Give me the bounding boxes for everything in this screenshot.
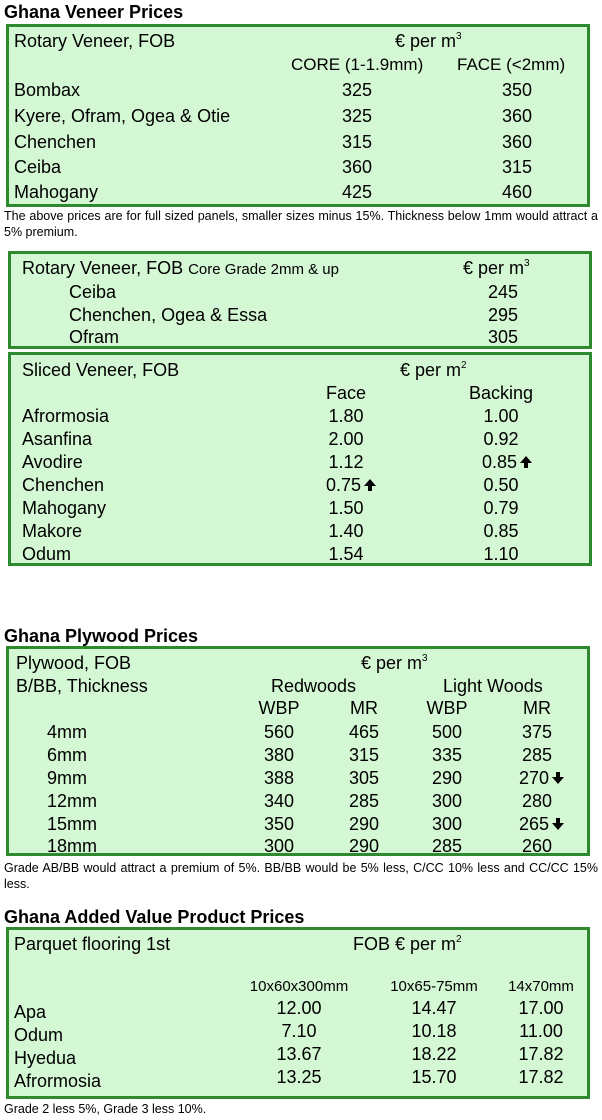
light-mr-value: 260: [521, 836, 553, 856]
face-value: 1.40: [328, 521, 364, 541]
row-name: Ofram: [69, 327, 120, 347]
row-name: Asanfina: [22, 429, 93, 449]
col3-header: 14x70mm: [508, 978, 574, 995]
face-value-cell: [326, 474, 377, 496]
row-name: 18mm: [47, 836, 98, 856]
up-arrow-icon: [363, 478, 377, 492]
core-value: 325: [341, 106, 373, 126]
price-value: 295: [487, 305, 519, 325]
plywood-section-title: Ghana Plywood Prices: [4, 626, 199, 646]
price-value: 305: [487, 327, 519, 347]
row-name: 15mm: [47, 814, 98, 834]
light-wbp-value: 290: [431, 768, 463, 788]
col2-value: 10.18: [411, 1021, 457, 1041]
col1-value: 12.00: [276, 998, 322, 1018]
row-name: Bombax: [14, 80, 81, 100]
row-name: Chenchen: [22, 475, 105, 495]
face-value: 315: [501, 157, 533, 177]
plywood-thickness-label: B/BB, Thickness: [16, 676, 148, 696]
backing-value: 1.10: [483, 544, 519, 564]
row-name: Mahogany: [14, 182, 99, 202]
row-name: Avodire: [22, 452, 83, 472]
light-mr-value: 265: [519, 814, 550, 834]
core-value: 425: [341, 182, 373, 202]
red-mr-value: 315: [348, 745, 380, 765]
row-name: Ceiba: [69, 282, 117, 302]
red-wbp-value: 300: [263, 836, 295, 856]
light-wbp-value: 300: [431, 791, 463, 811]
face-value: 350: [501, 80, 533, 100]
rotary-core-unit: € per $m^3$: [463, 258, 530, 278]
col1-header: 10x60x300mm: [249, 978, 349, 995]
light-wbp-value: 300: [431, 814, 463, 834]
col-core-header: CORE (1-1.9mm): [291, 55, 424, 74]
row-name: Afrormosia: [22, 406, 110, 426]
col-light-mr-header: MR: [523, 698, 551, 718]
parquet-table: [6, 927, 590, 1099]
backing-value: 0.50: [483, 475, 519, 495]
price-value: 245: [487, 282, 519, 302]
down-arrow-icon: [551, 817, 565, 831]
face-value: 1.50: [328, 498, 364, 518]
up-arrow-icon: [519, 455, 533, 469]
face-value: 2.00: [328, 429, 364, 449]
light-mr-value: 270: [519, 768, 550, 788]
plywood-label: Plywood, FOB: [16, 653, 132, 673]
parquet-note: Grade 2 less 5%, Grade 3 less 10%.: [4, 1102, 207, 1116]
rotary-veneer-unit: € per $m^3$: [395, 31, 462, 51]
col1-value: 7.10: [281, 1021, 317, 1041]
col-backing-header: Backing: [468, 383, 534, 403]
light-wbp-value: 500: [431, 722, 463, 742]
rotary-veneer-label: Rotary Veneer, FOB: [14, 31, 176, 51]
veneer-section-title: Ghana Veneer Prices: [4, 2, 184, 22]
down-arrow-icon: [551, 771, 565, 785]
red-mr-value: 285: [348, 791, 380, 811]
rotary-core-grade-table: [8, 251, 592, 349]
red-mr-value: 290: [348, 814, 380, 834]
light-mr-value: 280: [521, 791, 553, 811]
backing-value: 0.79: [483, 498, 519, 518]
col3-value: 17.82: [518, 1044, 564, 1064]
row-name: 4mm: [47, 722, 87, 742]
parquet-unit: FOB € per $m^2$: [353, 934, 462, 954]
row-name: Kyere, Ofram, Ogea & Otie: [14, 106, 231, 126]
col3-value: 17.00: [518, 998, 564, 1018]
red-wbp-value: 388: [263, 768, 295, 788]
light-wbp-value: 335: [431, 745, 463, 765]
row-name: Makore: [22, 521, 83, 541]
col-light-wbp-header: WBP: [426, 698, 468, 718]
col-red-mr-header: MR: [350, 698, 378, 718]
red-wbp-value: 380: [263, 745, 295, 765]
row-name: Chenchen: [14, 132, 97, 152]
row-name: 12mm: [47, 791, 98, 811]
col3-value: 11.00: [519, 1021, 563, 1041]
veneer-note: The above prices are for full sized panels, smaller sizes minus 15%. Thickness below 1mm would attract a 5% premium.: [4, 209, 598, 239]
row-name: 6mm: [47, 745, 87, 765]
backing-value: 1.00: [483, 406, 519, 426]
col2-value: 14.47: [411, 998, 457, 1018]
red-mr-value: 305: [348, 768, 380, 788]
group-lightwoods-header: Light Woods: [443, 676, 543, 696]
face-value: 1.80: [328, 406, 364, 426]
core-value: 325: [341, 80, 373, 100]
sliced-veneer-table: [8, 352, 592, 566]
row-name: Ceiba: [14, 157, 62, 177]
plywood-unit: € per $m^3$: [361, 653, 428, 673]
row-name: Mahogany: [22, 498, 107, 518]
col-face-header: FACE (<2mm): [457, 55, 566, 74]
light-wbp-value: 285: [431, 836, 463, 856]
rotary-veneer-table: [6, 24, 590, 207]
col2-value: 18.22: [411, 1044, 457, 1064]
face-value: 0.75: [326, 475, 362, 495]
col1-value: 13.67: [276, 1044, 322, 1064]
col3-value: 17.82: [518, 1067, 564, 1087]
red-mr-value: 290: [348, 836, 380, 856]
backing-value-cell: [482, 451, 533, 473]
row-name: 9mm: [47, 768, 87, 788]
light-mr-value-cell: [519, 767, 565, 789]
backing-value: 0.85: [482, 452, 518, 472]
face-value: 460: [501, 182, 533, 202]
col-face-header: Face: [325, 383, 367, 403]
light-mr-value: 375: [521, 722, 553, 742]
rotary-core-label: Rotary Veneer, FOB Core Grade 2mm & up: [22, 258, 339, 278]
red-wbp-value: 350: [263, 814, 295, 834]
col2-value: 15.70: [411, 1067, 457, 1087]
col1-value: 13.25: [276, 1067, 322, 1087]
added-value-section-title: Ghana Added Value Product Prices: [4, 907, 305, 927]
plywood-note: Grade AB/BB would attract a premium of 5%. BB/BB would be 5% less, C/CC 10% less and CC/CC 15% less.: [4, 861, 598, 891]
face-value: 1.12: [328, 452, 364, 472]
row-name: Odum: [14, 1025, 64, 1045]
red-wbp-value: 560: [263, 722, 295, 742]
plywood-table: [6, 646, 590, 856]
red-wbp-value: 340: [263, 791, 295, 811]
face-value: 360: [501, 132, 533, 152]
row-name: Hyedua: [14, 1048, 77, 1068]
core-value: 315: [341, 132, 373, 152]
sliced-veneer-unit: € per $m^2$: [400, 360, 467, 380]
col2-header: 10x65-75mm: [390, 978, 478, 995]
parquet-label: Parquet flooring 1st: [14, 934, 171, 954]
backing-value: 0.85: [483, 521, 519, 541]
face-value: 360: [501, 106, 533, 126]
sliced-veneer-label: Sliced Veneer, FOB: [22, 360, 180, 380]
backing-value: 0.92: [483, 429, 519, 449]
light-mr-value-cell: [519, 813, 565, 835]
col-red-wbp-header: WBP: [258, 698, 300, 718]
core-value: 360: [341, 157, 373, 177]
light-mr-value: 285: [521, 745, 553, 765]
row-name: Odum: [22, 544, 72, 564]
face-value: 1.54: [328, 544, 364, 564]
group-redwoods-header: Redwoods: [271, 676, 357, 696]
row-name: Chenchen, Ogea & Essa: [69, 305, 268, 325]
row-name: Apa: [14, 1002, 47, 1022]
row-name: Afrormosia: [14, 1071, 102, 1091]
red-mr-value: 465: [348, 722, 380, 742]
